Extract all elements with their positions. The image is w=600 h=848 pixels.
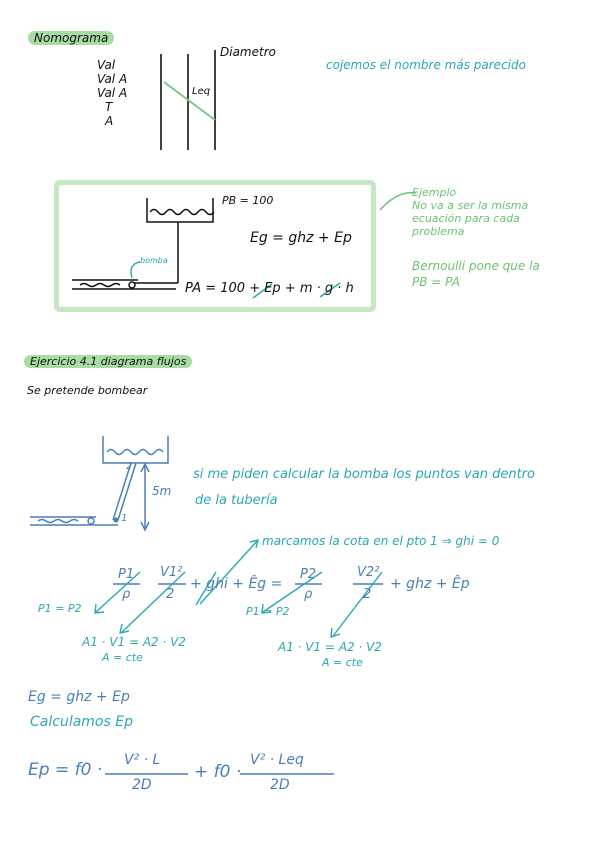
ejemplo-note: [412, 186, 528, 238]
ejemplo-line-3: ecuación para cada: [412, 212, 520, 225]
pa-equation: PA = 100 + Ep + m · g · h: [185, 281, 354, 296]
pb-label: PB = 100: [222, 194, 274, 207]
continuity-left: [82, 634, 186, 666]
heading-ejercicio: Ejercicio 4.1 diagrama flujos: [24, 355, 192, 368]
eq-two2: 2: [363, 587, 372, 602]
ep-lhs: Ep = f0 ·: [28, 760, 103, 780]
nomogram-labels: [97, 58, 127, 128]
leq-label: Leq: [192, 86, 211, 97]
se-pretende: Se pretende bombear: [27, 384, 148, 397]
heading-nomograma: Nomograma: [28, 31, 114, 45]
nomo-label-2: Val A: [97, 72, 128, 86]
nomo-label-4: T: [105, 100, 113, 114]
eg-equation-box: Eg = ghz + Ep: [250, 230, 352, 246]
diametro-label: Diametro: [220, 45, 276, 59]
cojemos-note: cojemos el nombre más parecido: [326, 58, 526, 72]
si-me-piden-line-2: de la tubería: [195, 493, 278, 508]
ejemplo-line-2: No va a ser la misma: [412, 199, 529, 212]
eq-end: + ghz + Êp: [390, 576, 470, 592]
eq-v1: V1²: [160, 565, 183, 580]
eq-mid: + ghi + Êg =: [190, 576, 283, 592]
nomo-label-3: Val A: [97, 86, 128, 100]
point-2-label: 2: [126, 461, 133, 472]
calculamos-label: Calculamos Ep: [30, 714, 133, 730]
continuity-right-1: A1 · V1 = A2 · V2: [278, 640, 382, 654]
bernoulli-line-1: Bernoulli pone que la: [412, 259, 540, 273]
ejemplo-arrow: [380, 193, 416, 210]
continuity-right-2: A = cte: [322, 656, 363, 669]
bernoulli-note: [412, 258, 540, 290]
p1p2-right: P1 = P2: [246, 605, 290, 618]
ep-num2: V² · Leq: [250, 752, 304, 768]
eq-rho1: ρ: [122, 587, 131, 602]
eq-rho2: ρ: [304, 587, 313, 602]
height-label: 5m: [152, 484, 172, 498]
eq-p1: P1: [118, 567, 135, 582]
bomba-label: bomba: [140, 256, 168, 265]
marcamos-arrow: [200, 540, 258, 604]
ejemplo-line-4: problema: [412, 225, 465, 238]
ep-mid: + f0 ·: [194, 762, 242, 782]
p1p2-left: P1 = P2: [38, 602, 82, 615]
ep-den2: 2D: [270, 777, 290, 793]
eq-two1: 2: [166, 587, 175, 602]
eq-v2: V2²: [357, 565, 380, 580]
si-me-piden-line-1: si me piden calcular la bomba los puntos van dentro: [193, 467, 535, 482]
continuity-left-2: A = cte: [102, 651, 143, 664]
continuity-right: [278, 639, 382, 671]
ep-num1: V² · L: [124, 752, 161, 768]
bernoulli-line-2: PB = PA: [412, 275, 460, 289]
ep-den1: 2D: [132, 777, 152, 793]
si-me-piden-note: [193, 462, 535, 514]
eq-p2: P2: [300, 567, 317, 582]
point1-dot: [114, 518, 119, 523]
continuity-left-1: A1 · V1 = A2 · V2: [82, 635, 186, 649]
ejemplo-line-1: Ejemplo: [412, 186, 457, 199]
marcamos-note: marcamos la cota en el pto 1 ⇒ ghi = 0: [262, 534, 500, 548]
nomo-label-1: Val: [97, 58, 116, 72]
point-1-label: 1: [121, 513, 128, 524]
nomo-label-5: A: [105, 114, 114, 128]
eg-line: Eg = ghz + Ep: [28, 689, 130, 705]
tank-sketch-2: [30, 436, 168, 530]
